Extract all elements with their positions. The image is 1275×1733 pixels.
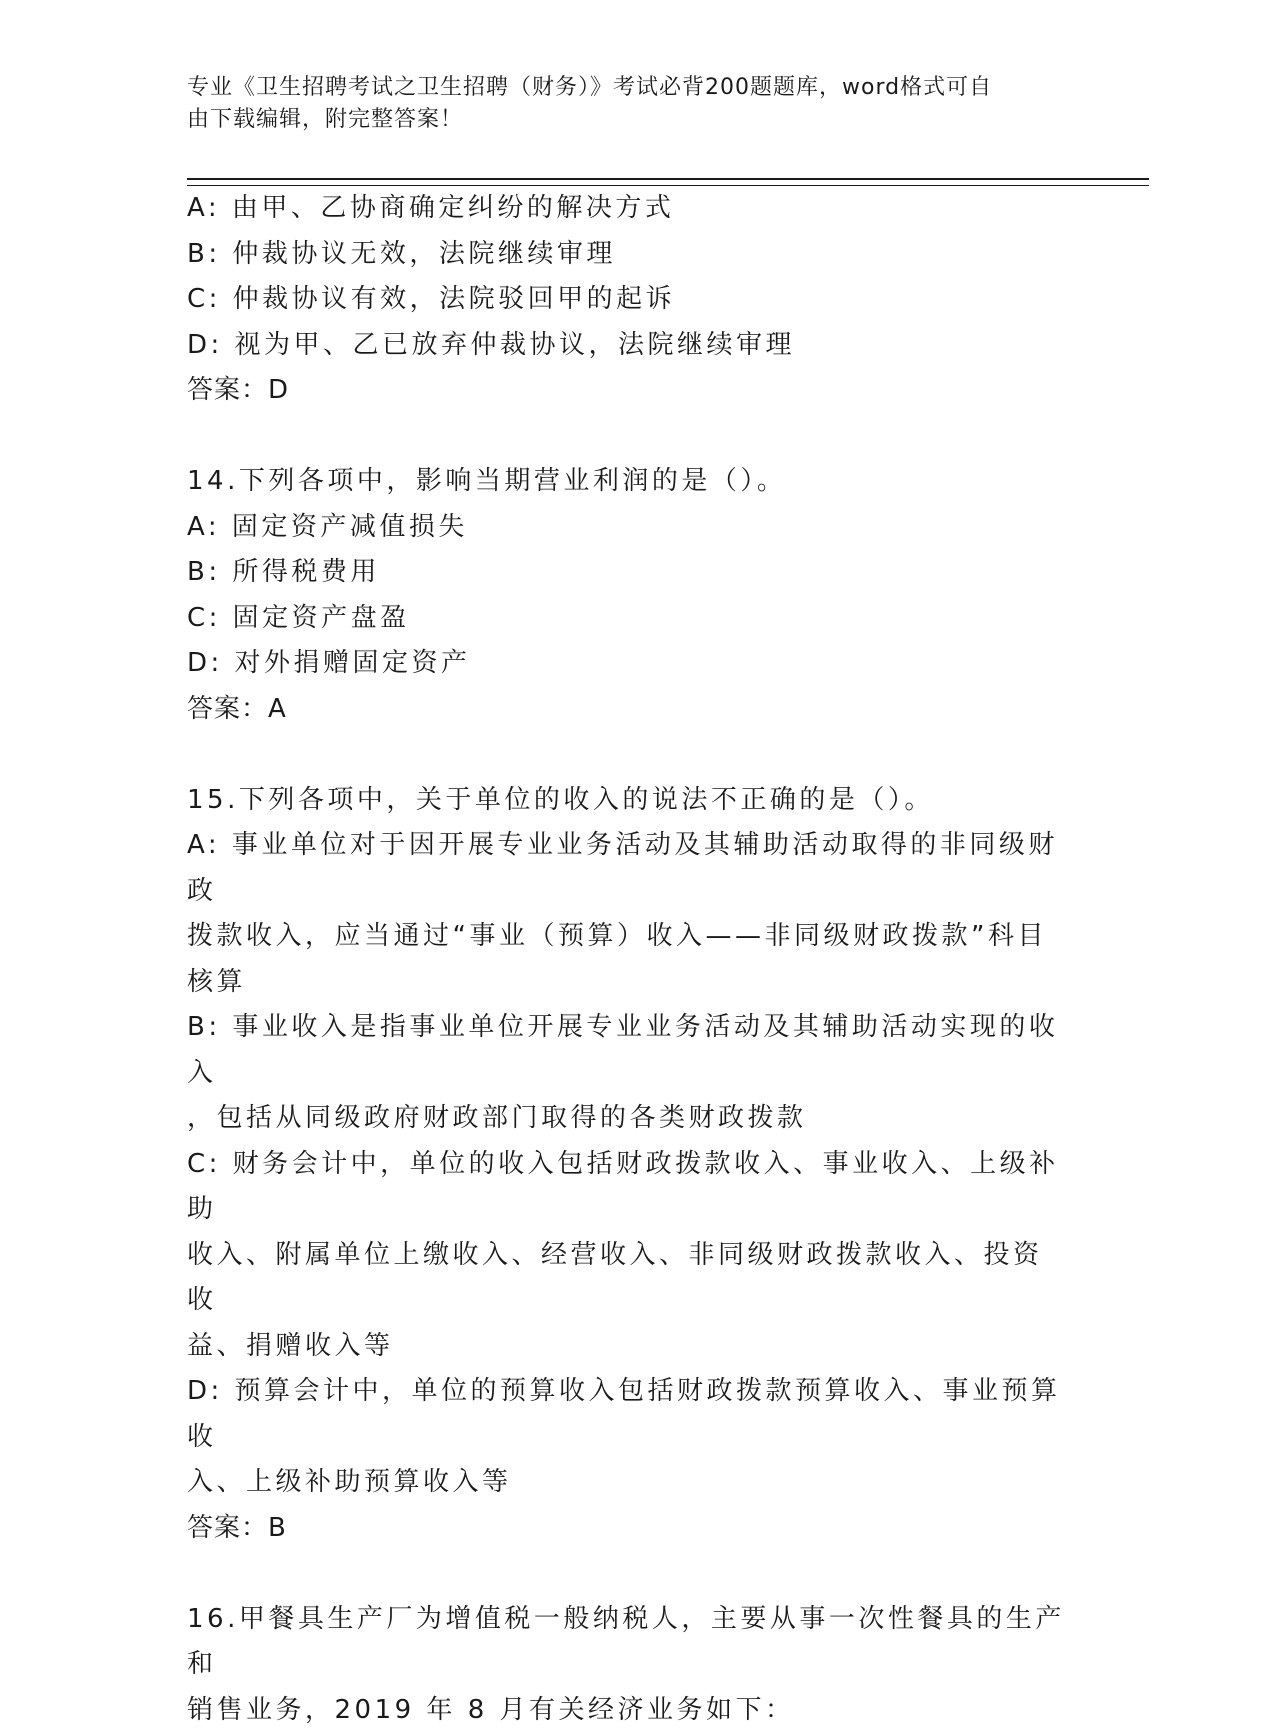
header-intro-line-1: 专业《卫生招聘考试之卫生招聘（财务）》考试必背200题题库，word格式可自 <box>187 72 1087 104</box>
spacer <box>187 414 1067 460</box>
document-header <box>187 72 1087 136</box>
header-divider <box>187 178 1149 186</box>
q15-option-c-line-2: 收入、附属单位上缴收入、经营收入、非同级财政拨款收入、投资收 <box>187 1233 1067 1324</box>
q14-option-c: C: 固定资产盘盈 <box>187 596 1067 642</box>
q15-option-a-line-2: 拨款收入，应当通过“事业（预算）收入——非同级财政拨款”科目 <box>187 914 1067 960</box>
q13-option-a: A: 由甲、乙协商确定纠纷的解决方式 <box>187 186 1067 232</box>
q15-option-b-line-2: ，包括从同级政府财政部门取得的各类财政拨款 <box>187 1096 1067 1142</box>
q16-question-line-1: 16.甲餐具生产厂为增值税一般纳税人，主要从事一次性餐具的生产和 <box>187 1597 1067 1688</box>
header-intro-line-2: 由下载编辑，附完整答案！ <box>187 104 1087 136</box>
q15-option-d-line-1: D: 预算会计中，单位的预算收入包括财政拨款预算收入、事业预算收 <box>187 1369 1067 1460</box>
document-page <box>187 0 1147 1650</box>
q14-option-a: A: 固定资产减值损失 <box>187 505 1067 551</box>
q15-option-a-line-1: A: 事业单位对于因开展专业业务活动及其辅助活动取得的非同级财政 <box>187 823 1067 914</box>
q15-answer: 答案：B <box>187 1506 1067 1552</box>
q13-option-b: B: 仲裁协议无效，法院继续审理 <box>187 232 1067 278</box>
document-body <box>187 186 1067 1733</box>
q14-question: 14.下列各项中，影响当期营业利润的是（）。 <box>187 459 1067 505</box>
question-15 <box>187 778 1067 1552</box>
q15-option-c-line-3: 益、捐赠收入等 <box>187 1324 1067 1370</box>
q15-option-d-line-2: 入、上级补助预算收入等 <box>187 1460 1067 1506</box>
q13-option-c: C: 仲裁协议有效，法院驳回甲的起诉 <box>187 277 1067 323</box>
question-14 <box>187 459 1067 732</box>
q15-option-c-line-1: C: 财务会计中，单位的收入包括财政拨款收入、事业收入、上级补助 <box>187 1142 1067 1233</box>
q14-option-b: B: 所得税费用 <box>187 550 1067 596</box>
spacer <box>187 732 1067 778</box>
q14-option-d: D: 对外捐赠固定资产 <box>187 641 1067 687</box>
question-16 <box>187 1597 1067 1733</box>
q16-question-line-2: 销售业务，2019 年 8 月有关经济业务如下： <box>187 1688 1067 1733</box>
question-13 <box>187 186 1067 414</box>
q15-option-a-line-3: 核算 <box>187 960 1067 1006</box>
q15-question: 15.下列各项中，关于单位的收入的说法不正确的是（）。 <box>187 778 1067 824</box>
spacer <box>187 1551 1067 1597</box>
q13-option-d: D: 视为甲、乙已放弃仲裁协议，法院继续审理 <box>187 323 1067 369</box>
q14-answer: 答案：A <box>187 687 1067 733</box>
q15-option-b-line-1: B: 事业收入是指事业单位开展专业业务活动及其辅助活动实现的收入 <box>187 1005 1067 1096</box>
q13-answer: 答案：D <box>187 368 1067 414</box>
